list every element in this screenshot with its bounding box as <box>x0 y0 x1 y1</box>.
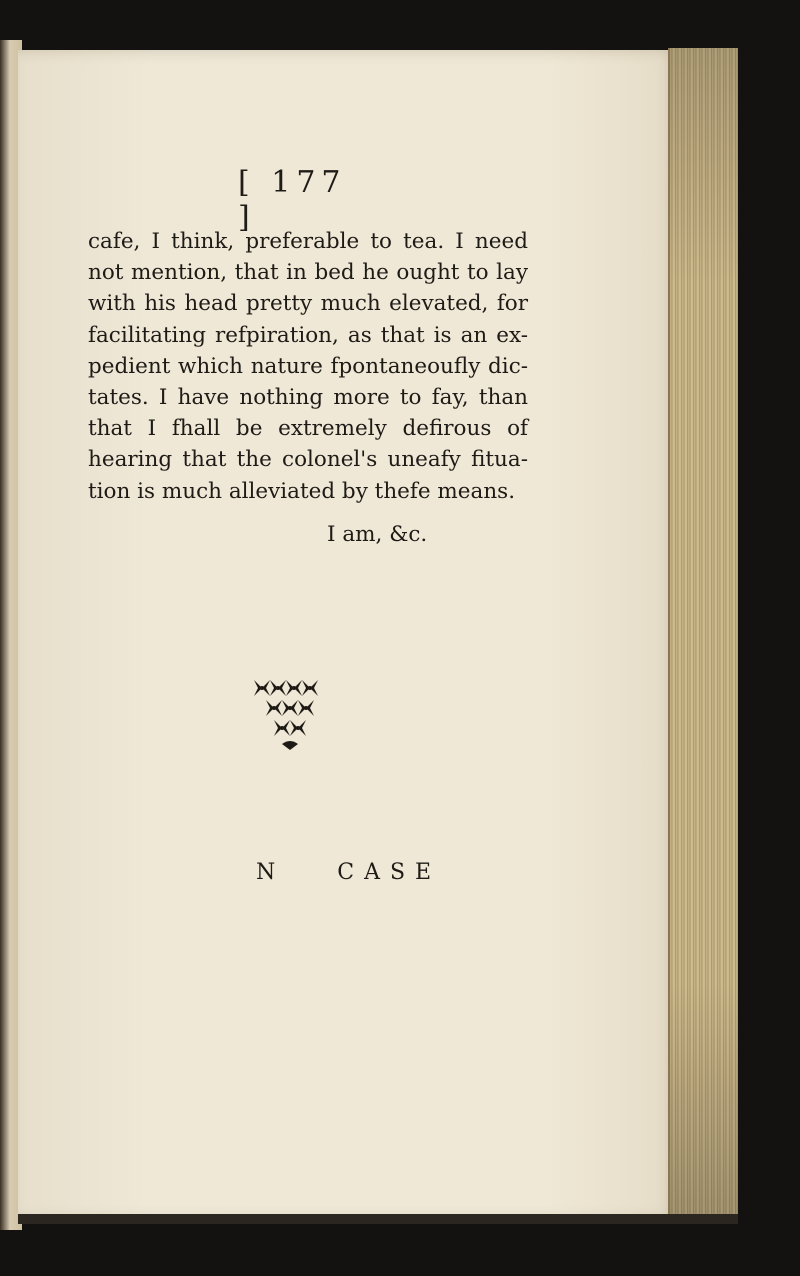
body-line: that I fhall be extremely defirous of <box>88 416 528 442</box>
binding-shadow <box>18 1214 738 1224</box>
printers-ornament-icon <box>248 676 338 756</box>
body-line: hearing that the colonel's uneafy fitua- <box>88 447 528 473</box>
body-line: cafe, I think, preferable to tea. I need <box>88 229 528 254</box>
body-line: with his head pretty much elevated, for <box>88 291 528 317</box>
page-number: [ 177 ] <box>238 165 347 235</box>
catchword-left: N <box>256 860 286 885</box>
body-line: tates. I have nothing more to fay, than <box>88 385 528 411</box>
catchword-right: CASE <box>337 860 442 885</box>
body-line: facilitating refpiration, as that is an ex- <box>88 322 528 348</box>
body-line: tion is much alleviated by thefe means. <box>88 478 516 504</box>
body-line: not mention, that in bed he ought to lay <box>88 260 528 286</box>
letter-closing: I am, &c. <box>327 522 428 547</box>
body-text <box>88 226 528 507</box>
body-line: pedient which nature fpontaneoufly dic- <box>88 353 528 379</box>
page-fore-edge <box>668 48 738 1220</box>
catchword <box>256 860 441 885</box>
